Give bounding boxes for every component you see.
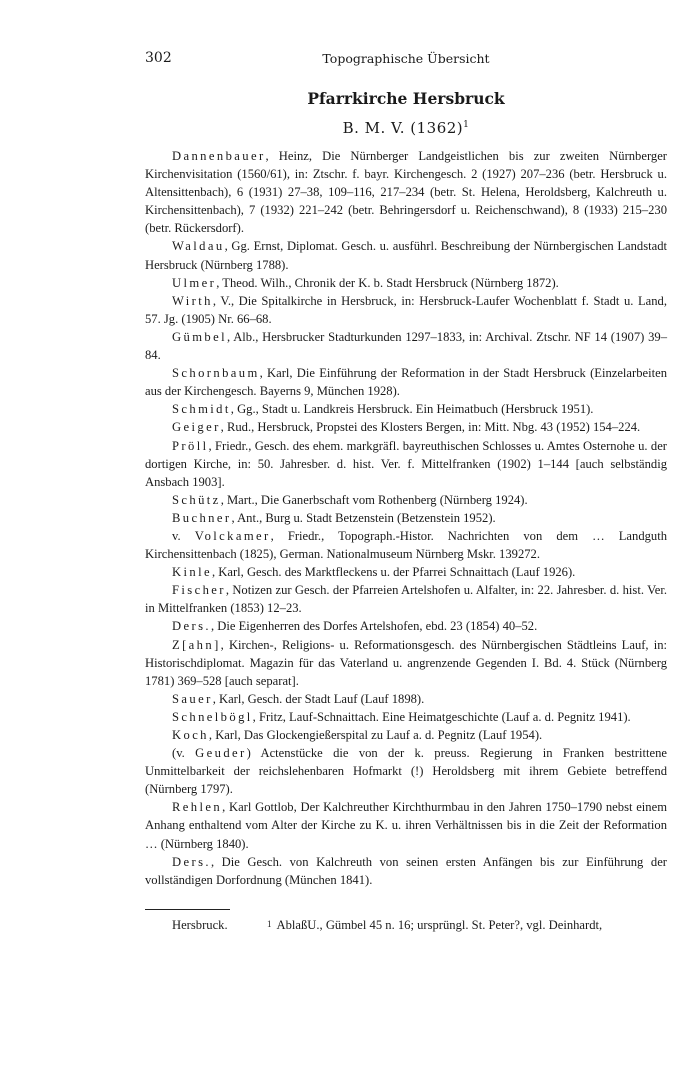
bibliography-entry [145,581,667,617]
bibliography-entry [145,364,667,400]
entry-text: ) Actenstücke die von der k. preuss. Regierung in Franken bestrittene Unmittelbarkeit der reichslehenbaren Hofmarkt (!) Heroldsberg mit ihrem Gebiete betreffend (Nürnberg 1797). [145,746,667,797]
entry-author: Buchner [172,510,232,525]
bibliography-entry [145,527,667,563]
bibliography-entry [145,690,667,708]
entry-author: Pröll [172,438,209,453]
entry-text: , Kirchen-, Religions- u. Reformationsgesch. des Nürnbergischen Städtleins Lauf, in: Historischdiplomat. Magazin für das Vaterland u. angrenzende Gegenden I. Bd. 4. Stück (Nürnberg 1781) 369–528 [auch separat]. [145,637,667,688]
bibliography-entry [145,853,667,889]
entry-text: , Rud., Hersbruck, Propstei des Klosters Bergen, in: Mitt. Nbg. 43 (1952) 154–224. [220,420,641,435]
entry-text: , Alb., Hersbrucker Stadturkunden 1297–1833, in: Archival. Ztschr. NF 14 (1907) 39–84. [145,329,667,363]
entry-text: , Theod. Wilh., Chronik der K. b. Stadt Hersbruck (Nürnberg 1872). [216,275,559,290]
entry-author: Rehlen [172,800,223,815]
entry-text: , Gg. Ernst, Diplomat. Gesch. u. ausführl. Beschreibung der Nürnbergischen Landstadt Hersbruck (Nürnberg 1788). [145,239,667,272]
entry-prefix: v. [172,528,195,543]
entry-text: , Die Gesch. von Kalchreuth von seinen ersten Anfängen bis zur Einführung der vollständigen Dorfordnung (München 1841). [145,854,667,887]
running-title: Topographische Übersicht [322,51,490,66]
bibliography-entry [145,437,667,491]
footnote-number: 1 [267,919,272,929]
entry-author: Ders. [172,619,211,634]
section-heading [145,89,667,138]
bibliography-entry [145,292,667,328]
bibliography-entry [145,798,667,852]
bibliography-entry [145,491,667,509]
entry-text: , Karl Gottlob, Der Kalchreuther Kirchthurmbau in den Jahren 1750–1790 nebst einem Anhang enthaltend vom Alter der Kirche zu K. u. ihren Verhältnissen bis in die Zeit der Reformation … (Nürnberg 1840). [145,800,667,851]
entry-text: , Die Eigenherren des Dorfes Artelshofen, ebd. 23 (1854) 40–52. [210,619,538,634]
bibliography-entry [145,636,667,690]
bibliography-list [145,147,667,889]
entry-author: Dannenbauer [172,149,266,163]
entry-author: Volckamer [194,528,271,543]
entry-author: Geuder [195,746,247,761]
entry-author: Gümbel [172,329,227,344]
entry-author: Schmidt [172,402,231,417]
entry-text: , Fritz, Lauf-Schnaittach. Eine Heimatgeschichte (Lauf a. d. Pegnitz 1941). [252,709,631,724]
section-subtitle [145,115,667,138]
bibliography-entry [145,617,667,635]
entry-author: Schornbaum [172,366,260,381]
entry-text: , Karl, Gesch. der Stadt Lauf (Lauf 1898). [212,691,425,706]
bibliography-entry [145,744,667,798]
entry-author: Geiger [172,420,221,435]
running-head [145,50,667,70]
footnote-divider [145,909,230,910]
entry-author: Ders. [172,854,211,869]
entry-text: , Notizen zur Gesch. der Pfarreien Artelshofen u. Alfalter, in: 22. Jahresber. d. hist. Ver. in Mittelfranken (1853) 12–23. [145,583,667,616]
footnote [145,915,667,934]
entry-author: Schütz [172,492,221,507]
subtitle-text: B. M. V. (1362) [342,119,464,137]
bibliography-entry [145,726,667,744]
footnote-marker: 1 [463,120,470,130]
footnote-place: Hersbruck. [172,918,228,932]
entry-author: Fischer [172,583,226,598]
section-title: Pfarrkirche Hersbruck [307,89,505,108]
entry-text: , Friedr., Topograph.-Histor. Nachrichten von dem … Landguth Kirchensittenbach (1825), German. Nationalmuseum Nürnberg Mskr. 139272. [145,528,668,562]
bibliography-entry [145,400,667,418]
entry-text: , Friedr., Gesch. des ehem. markgräfl. bayreuthischen Schlosses u. Amtes Osternohe u. der dortigen Kirche, in: 50. Jahresber. d. hist. Ver. f. Mittelfranken (1902) 1–144 [auch selbständig Ansbach 1903]. [145,438,667,489]
bibliography-entry [145,274,667,292]
bibliography-entry [145,509,667,527]
bibliography-entry [145,418,667,436]
bibliography-entry [145,328,667,364]
entry-author: Z[ahn] [172,637,221,652]
page-number: 302 [145,50,172,66]
bibliography-entry [145,563,667,581]
entry-author: Sauer [172,691,213,706]
footnote-text: AblaßU., Gümbel 45 n. 16; ursprüngl. St. Peter?, vgl. Deinhardt, [276,918,603,932]
entry-text: , Ant., Burg u. Stadt Betzenstein (Betzenstein 1952). [231,510,496,525]
entry-author: Kinle [172,565,212,580]
entry-text: , Karl, Das Glockengießerspital zu Lauf a. d. Pegnitz (Lauf 1954). [208,728,543,742]
entry-text: , Karl, Gesch. des Marktfleckens u. der Pfarrei Schnaittach (Lauf 1926). [211,565,576,580]
bibliography-entry [145,708,667,726]
bibliography-entry [145,147,667,237]
bibliography-entry [145,237,667,273]
entry-text: , Heinz, Die Nürnberger Landgeistlichen bis zur zweiten Nürnberger Kirchenvisitation (1560/61), in: Ztschr. f. bayr. Kirchengesch. 2 (1927) 207–236 (betr. Hersbruck u. Altensittenbach), 6 (1931) 27–38, 109–116, 217–234 (betr. St. Helena, Heroldsberg, Kalchreuth u. Kirchensittenbach), 7 (1932) 221–242 (betr. Behringersdorf u. Reichenschwand), 8 (1933) 215–230 (betr. Rückersdorf). [145,149,667,236]
entry-author: Waldau [172,239,225,254]
entry-author: Ulmer [172,275,217,290]
entry-prefix: (v. [172,746,196,761]
entry-text: , Mart., Die Ganerbschaft vom Rothenberg (Nürnberg 1924). [220,492,528,507]
entry-text: , V., Die Spitalkirche in Hersbruck, in: Hersbruck-Laufer Wochenblatt f. Stadt u. Land, 57. Jg. (1905) Nr. 66–68. [145,293,667,326]
entry-author: Koch [172,728,209,742]
entry-author: Wirth [172,293,213,308]
entry-text: , Karl, Die Einführung der Reformation in der Stadt Hersbruck (Einzelarbeiten aus der Kirchengesch. Bayerns 9, München 1928). [145,366,667,399]
entry-text: , Gg., Stadt u. Landkreis Hersbruck. Ein Heimatbuch (Hersbruck 1951). [230,402,594,417]
entry-author: Schnelbögl [172,709,253,724]
